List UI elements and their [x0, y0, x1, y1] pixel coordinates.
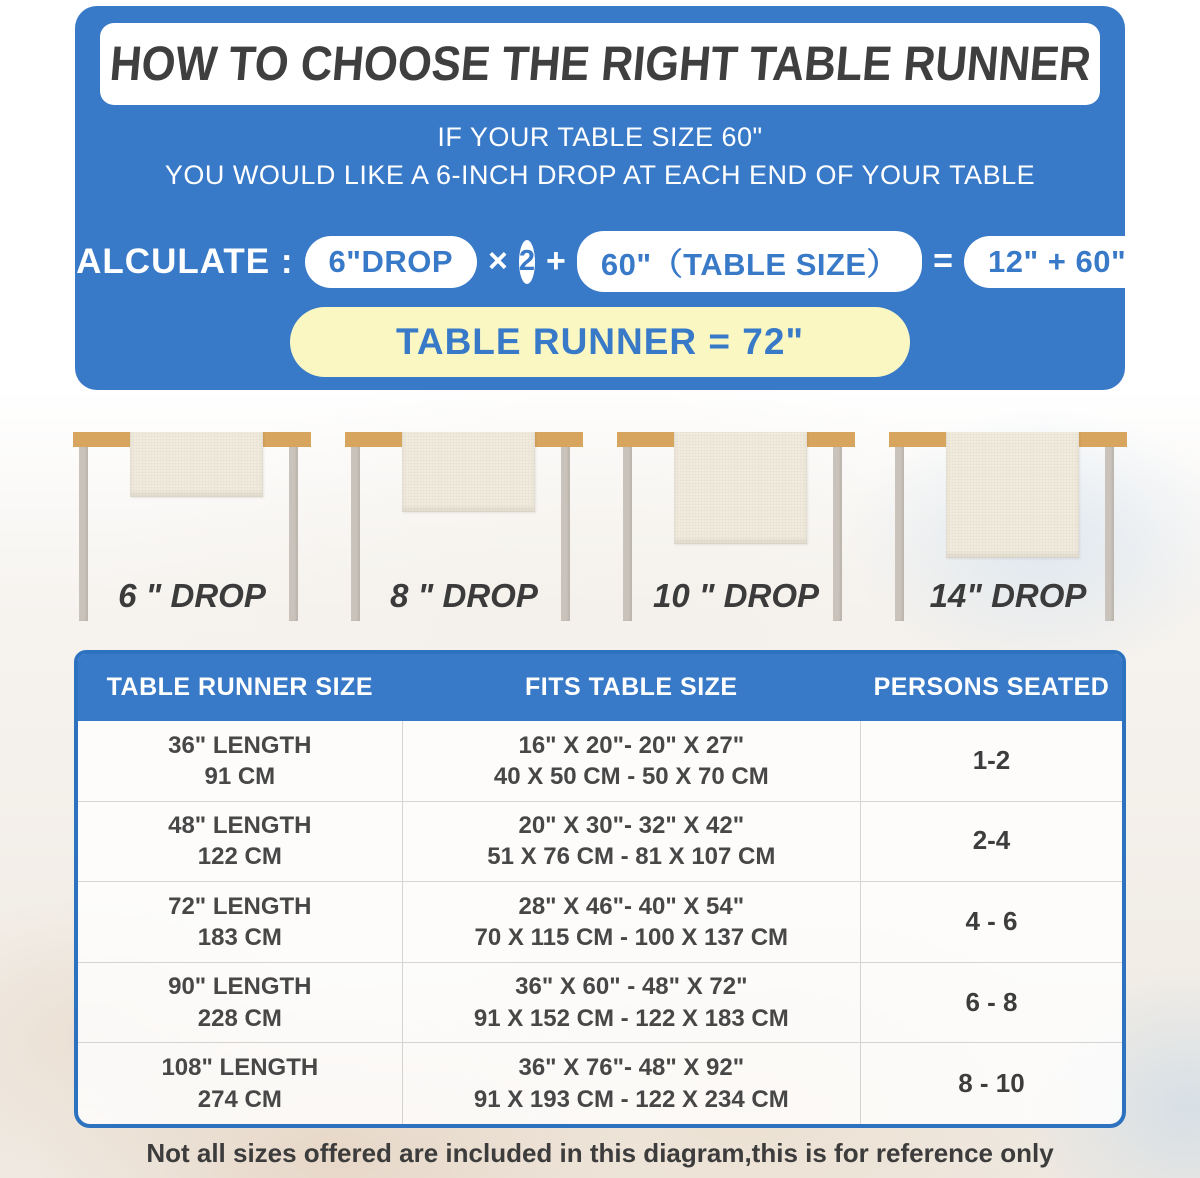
fits-size-inches: 36" X 60" - 48" X 72" [515, 973, 748, 1001]
multiply-sign: × [488, 242, 508, 280]
table-row [78, 721, 1122, 802]
drop-illustrations [0, 425, 1200, 625]
subtitle-line-2: YOU WOULD LIKE A 6-INCH DROP AT EACH END OF YOUR TABLE [164, 160, 1036, 190]
runner-size-cm: 274 CM [197, 1085, 282, 1113]
runner-size-cm: 91 CM [204, 762, 276, 790]
equals-sign: = [933, 242, 953, 280]
fits-size-inches: 36" X 76"- 48" X 92" [518, 1054, 745, 1082]
title-banner [100, 23, 1100, 105]
runner-size-inches: 72" LENGTH [168, 892, 312, 920]
runner-size-cell [78, 802, 402, 882]
subtitle-line-1: IF YOUR TABLE SIZE 60" [437, 122, 763, 152]
runner-size-cell [78, 1043, 402, 1124]
fits-size-cm: 91 X 193 CM - 122 X 234 CM [473, 1085, 789, 1113]
fits-size-cm: 51 X 76 CM - 81 X 107 CM [487, 843, 776, 871]
drop-label: 10 " DROP [652, 577, 820, 614]
runner-size-cm: 183 CM [197, 923, 282, 951]
column-header-runner-size: TABLE RUNNER SIZE [106, 673, 373, 701]
fits-size-cell [402, 721, 861, 801]
table-figure-10-drop [617, 425, 855, 621]
persons-cell: 1-2 [972, 744, 1011, 775]
persons-cell: 6 - 8 [965, 986, 1018, 1017]
calculate-label: CALCULATE : [49, 241, 294, 281]
column-header-persons: PERSONS SEATED [873, 673, 1110, 701]
runner-size-cm: 122 CM [197, 843, 282, 871]
persons-cell: 8 - 10 [958, 1067, 1025, 1098]
multiplier-badge: 2 [519, 240, 535, 284]
sum-pill: 12" + 60" [964, 236, 1150, 288]
column-header-fits-size: FITS TABLE SIZE [525, 673, 738, 701]
persons-cell: 4 - 6 [965, 906, 1018, 937]
table-row [78, 802, 1122, 883]
persons-cell: 2-4 [972, 825, 1011, 856]
table-row [78, 882, 1122, 963]
calculation-formula [49, 231, 1127, 292]
table-row [78, 1043, 1122, 1124]
runner-size-cell [78, 882, 402, 962]
fits-size-inches: 20" X 30"- 32" X 42" [518, 812, 745, 840]
fits-size-inches: 16" X 20"- 20" X 27" [518, 731, 745, 759]
fits-size-cm: 91 X 152 CM - 122 X 183 CM [473, 1004, 789, 1032]
fits-size-cm: 40 X 50 CM - 50 X 70 CM [493, 762, 769, 790]
plus-sign: + [546, 242, 566, 280]
table-figure-6-drop [73, 425, 311, 621]
runner-size-inches: 48" LENGTH [168, 812, 312, 840]
runner-size-cell [78, 721, 402, 801]
fits-size-cell [402, 1043, 861, 1124]
runner-size-inches: 36" LENGTH [168, 731, 312, 759]
fits-size-inches: 28" X 46"- 40" X 54" [518, 892, 745, 920]
table-row [78, 963, 1122, 1044]
fits-size-cell [402, 882, 861, 962]
table-figure-14-drop [889, 425, 1127, 621]
fits-size-cm: 70 X 115 CM - 100 X 137 CM [474, 923, 789, 951]
drop-label: 14" DROP [929, 577, 1087, 614]
drop-label: 6 " DROP [118, 577, 266, 614]
runner-size-cell [78, 963, 402, 1043]
runner-size-inches: 90" LENGTH [168, 973, 312, 1001]
table-header-row [78, 654, 1122, 721]
table-figure-8-drop [345, 425, 583, 621]
runner-result-pill: TABLE RUNNER = 72" [290, 307, 910, 377]
drop-value-pill: 6"DROP [305, 236, 478, 288]
size-reference-table [74, 650, 1126, 1128]
disclaimer-note: Not all sizes offered are included in this diagram,this is for reference only [146, 1138, 1054, 1168]
runner-size-inches: 108" LENGTH [161, 1054, 319, 1082]
runner-drape [130, 432, 263, 497]
page-title: HOW TO CHOOSE THE RIGHT TABLE RUNNER [107, 35, 1093, 91]
runner-drape [946, 432, 1079, 558]
runner-size-cm: 228 CM [197, 1004, 282, 1032]
runner-drape [402, 432, 535, 512]
instruction-panel [49, 6, 1127, 390]
fits-size-cell [402, 802, 861, 882]
runner-drape [674, 432, 807, 544]
fits-size-cell [402, 963, 861, 1043]
drop-label: 8 " DROP [390, 577, 538, 614]
table-size-pill: 60"（TABLE SIZE） [577, 231, 922, 292]
